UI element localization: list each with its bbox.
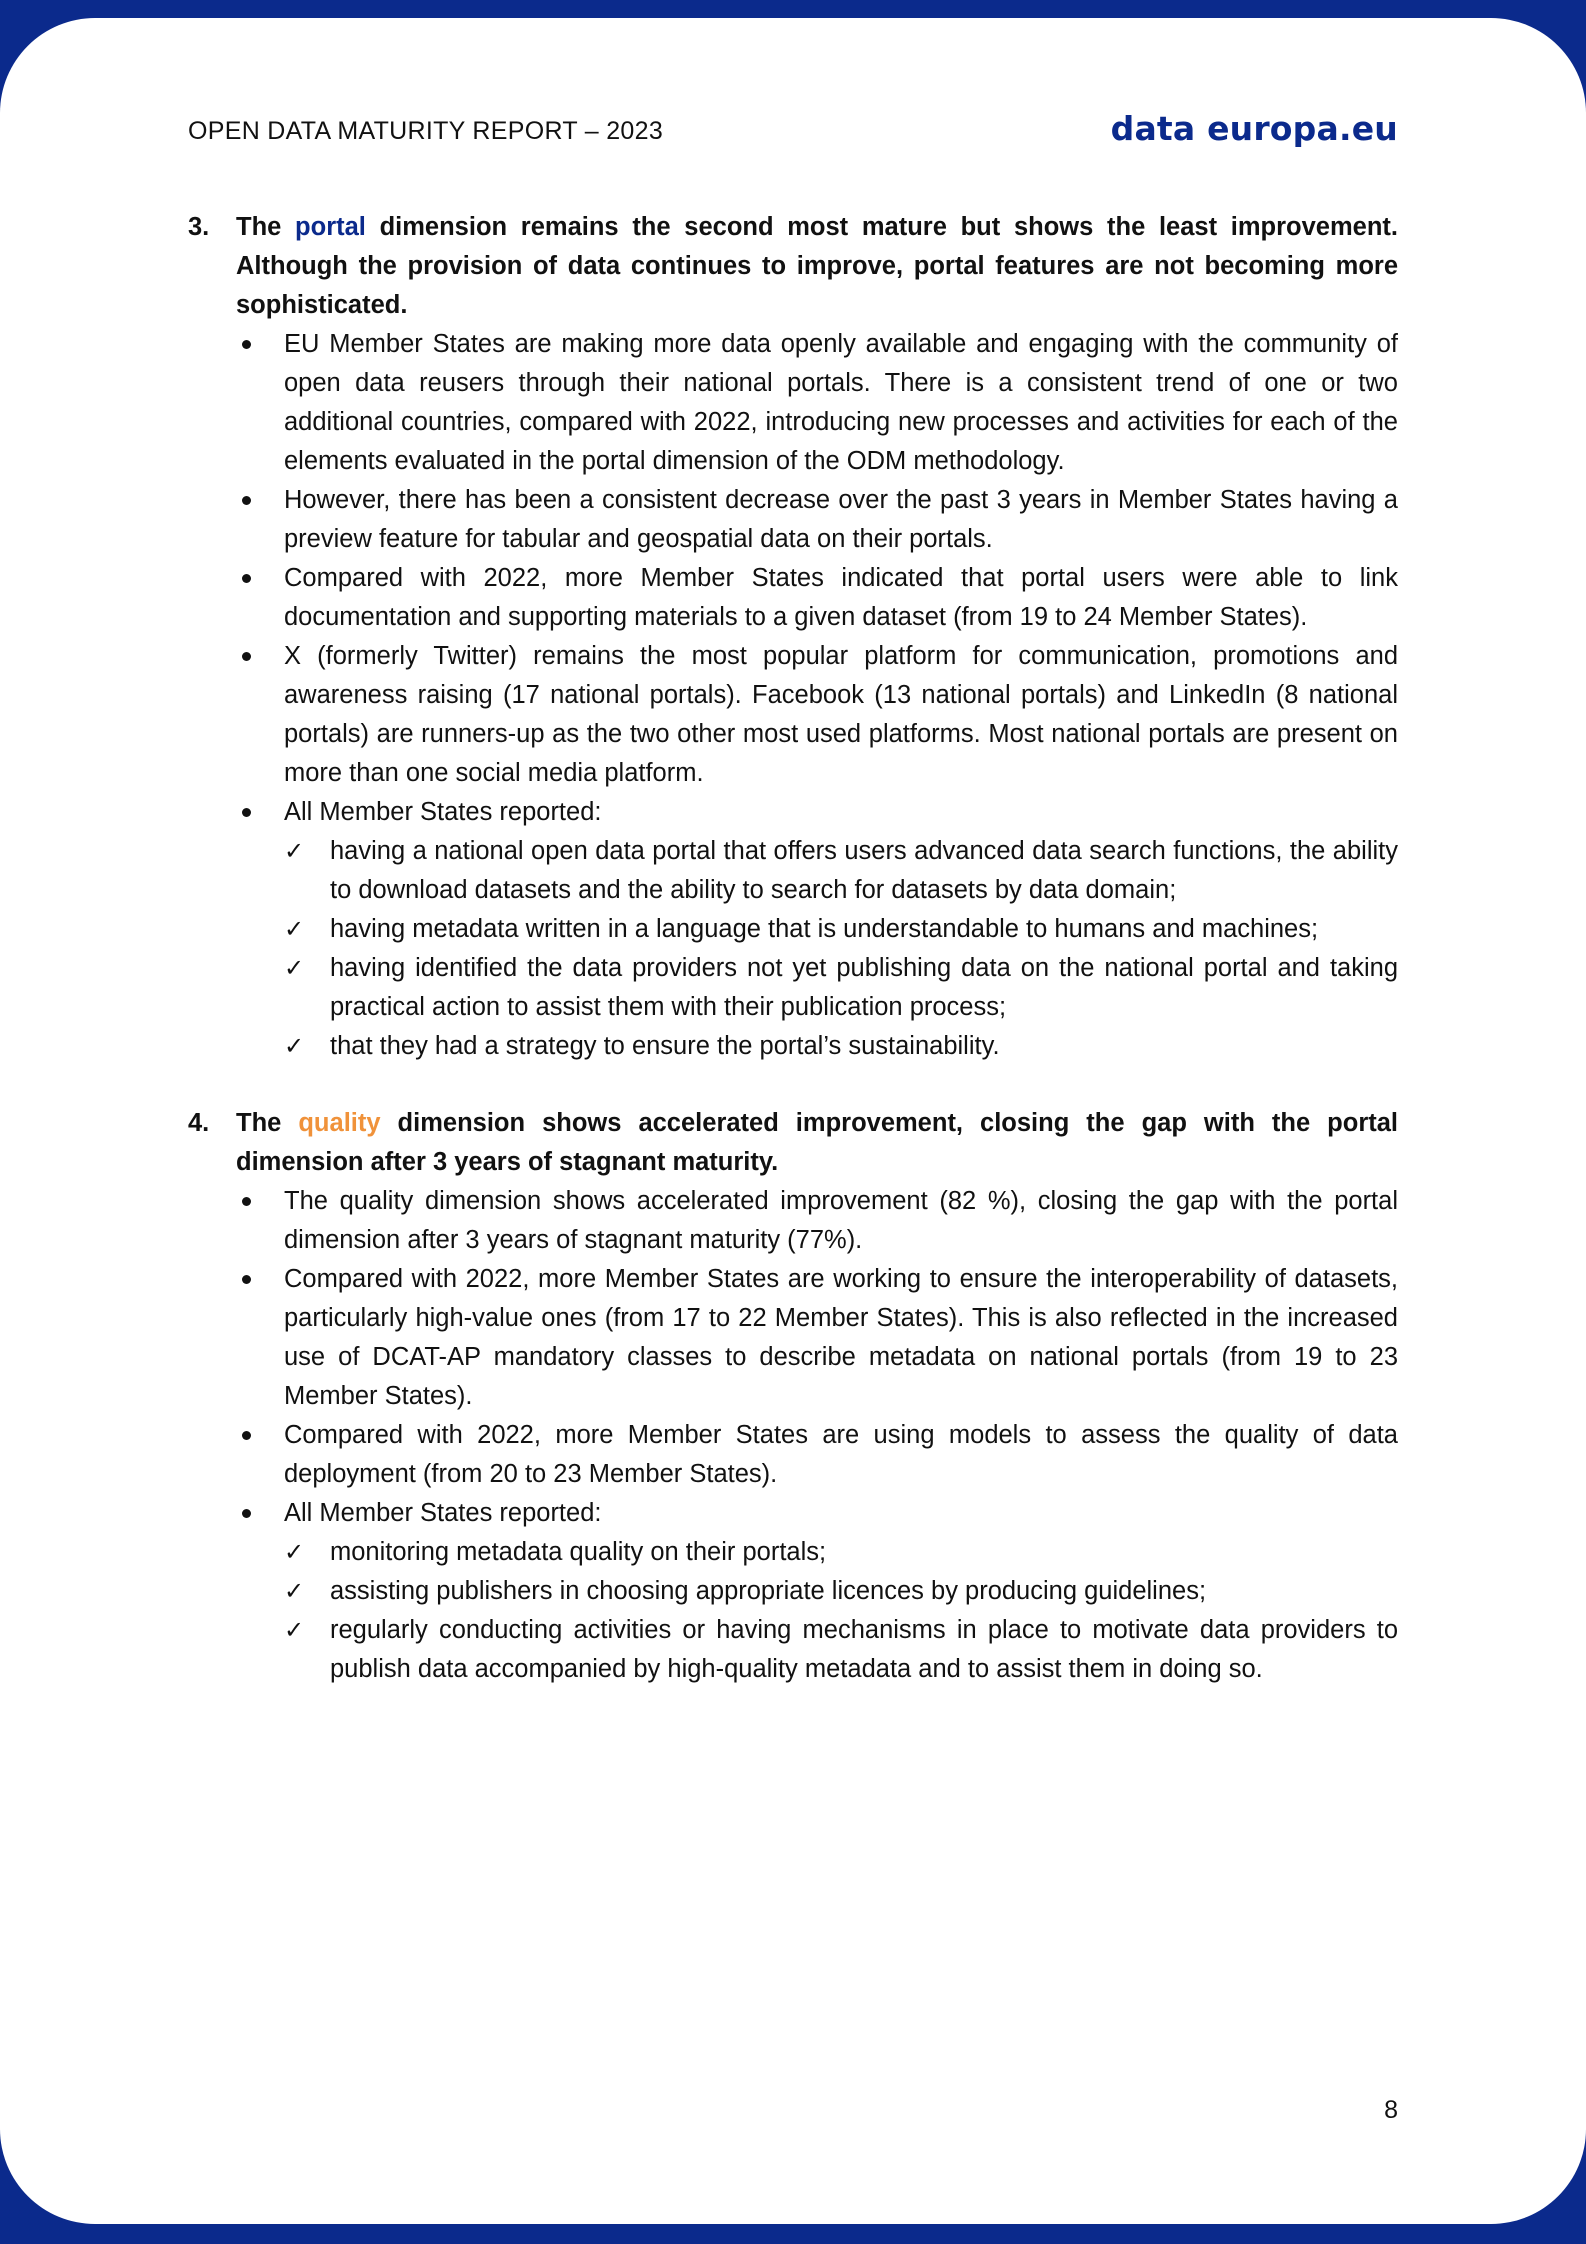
report-title: OPEN DATA MATURITY REPORT – 2023 <box>188 117 664 145</box>
bullet-item <box>236 1494 1398 1689</box>
bullet-dot-icon <box>242 1431 251 1440</box>
bullet-dot-icon <box>242 808 251 817</box>
page-number: 8 <box>1384 2096 1398 2124</box>
heading-keyword: quality <box>298 1109 381 1137</box>
decor-dot <box>22 18 33 29</box>
checkmark-item <box>284 1533 1398 1572</box>
decor-dot <box>1553 18 1564 29</box>
bullet-list <box>236 1182 1398 1689</box>
corner-decoration-bottom-right <box>1516 2154 1586 2224</box>
bullet-text: However, there has been a consistent decrease over the past 3 years in Member States having a preview feature for tabular and geospatial data on their portals. <box>284 486 1398 553</box>
heading-text: The <box>236 213 296 241</box>
bullet-dot-icon <box>242 652 251 661</box>
bullet-text: The quality dimension shows accelerated improvement (82 %), closing the gap with the portal dimension after 3 years of stagnant maturity (77%). <box>284 1187 1398 1254</box>
bullet-item <box>236 481 1398 559</box>
section-number: 3. <box>188 213 210 241</box>
bullet-dot-icon <box>242 1275 251 1284</box>
checkmark-icon: ✓ <box>284 1577 305 1605</box>
bullet-dot-icon <box>242 1197 251 1206</box>
page-header <box>188 109 1398 153</box>
section-heading <box>236 208 1398 325</box>
main-content <box>188 208 1398 1689</box>
checkmark-item <box>284 1027 1398 1066</box>
decor-dot <box>22 2213 33 2224</box>
heading-text: The <box>236 1109 299 1137</box>
checkmark-list <box>284 832 1398 1066</box>
decor-dot <box>6 24 17 35</box>
decor-dot <box>1569 24 1580 35</box>
checkmark-item <box>284 1572 1398 1611</box>
bullet-item <box>236 1260 1398 1416</box>
bullet-text: All Member States reported: <box>284 798 602 826</box>
corner-decoration-top-right <box>1516 18 1586 88</box>
checkmark-text: regularly conducting activities or having mechanisms in place to motivate data providers to publish data accompanied by high-quality metadata and to assist them in doing so. <box>330 1616 1398 1683</box>
bullet-item <box>236 637 1398 793</box>
checkmark-item <box>284 949 1398 1027</box>
decor-dot <box>0 2191 11 2202</box>
bullet-text: Compared with 2022, more Member States indicated that portal users were able to link documentation and supporting materials to a given dataset (from 19 to 24 Member States). <box>284 564 1398 631</box>
data-europa-logo: data europa.eu <box>1110 109 1398 148</box>
decor-dot <box>1553 2213 1564 2224</box>
checkmark-text: that they had a strategy to ensure the portal’s sustainability. <box>330 1032 1000 1060</box>
bullet-dot-icon <box>242 1509 251 1518</box>
checkmark-list <box>284 1533 1398 1689</box>
bullet-list <box>236 325 1398 1066</box>
bullet-item <box>236 325 1398 481</box>
section-heading <box>236 1104 1398 1182</box>
checkmark-text: having metadata written in a language that is understandable to humans and machines; <box>330 915 1319 943</box>
decor-dot <box>1575 40 1586 51</box>
checkmark-text: having a national open data portal that offers users advanced data search functions, the ability to download datasets and the ability to search for datasets by data domain; <box>330 837 1398 904</box>
decor-dot <box>1575 2191 1586 2202</box>
section-4 <box>188 1104 1398 1689</box>
checkmark-icon: ✓ <box>284 954 305 982</box>
checkmark-text: assisting publishers in choosing appropriate licences by producing guidelines; <box>330 1577 1207 1605</box>
checkmark-item <box>284 832 1398 910</box>
checkmark-text: having identified the data providers not yet publishing data on the national portal and taking practical action to assist them with their publication process; <box>330 954 1398 1021</box>
bullet-text: EU Member States are making more data openly available and engaging with the community of open data reusers through their national portals. There is a consistent trend of one or two additional countries, compared with 2022, introducing new processes and activities for each of the elements evaluated in the portal dimension of the ODM methodology. <box>284 330 1398 475</box>
bullet-text: Compared with 2022, more Member States are working to ensure the interoperability of datasets, particularly high-value ones (from 17 to 22 Member States). This is also reflected in the increased use of DCAT-AP mandatory classes to describe metadata on national portals (from 19 to 23 Member States). <box>284 1265 1398 1410</box>
checkmark-item <box>284 1611 1398 1689</box>
decor-dot <box>6 2207 17 2218</box>
bullet-item <box>236 559 1398 637</box>
heading-keyword: portal <box>295 213 366 241</box>
bullet-dot-icon <box>242 574 251 583</box>
heading-text: dimension shows accelerated improvement, closing the gap with the portal dimension after 3 years of stagnant maturity. <box>236 1109 1399 1176</box>
checkmark-icon: ✓ <box>284 837 305 865</box>
decor-dot <box>1569 2207 1580 2218</box>
bullet-item <box>236 1416 1398 1494</box>
section-number: 4. <box>188 1109 210 1137</box>
checkmark-icon: ✓ <box>284 1616 305 1644</box>
section-3 <box>188 208 1398 1066</box>
bullet-item <box>236 1182 1398 1260</box>
bullet-dot-icon <box>242 340 251 349</box>
bullet-text: X (formerly Twitter) remains the most popular platform for communication, promotions and awareness raising (17 national portals). Facebook (13 national portals) and LinkedIn (8 national portals) are runners-up as the two other most used platforms. Most national portals are present on more than one social media platform. <box>284 642 1398 787</box>
bullet-dot-icon <box>242 496 251 505</box>
checkmark-item <box>284 910 1398 949</box>
heading-text: dimension remains the second most mature but shows the least improvement. Although the provision of data continues to improve, portal features are not becoming more sophisticated. <box>236 213 1398 319</box>
checkmark-icon: ✓ <box>284 1538 305 1566</box>
checkmark-icon: ✓ <box>284 915 305 943</box>
bullet-text: Compared with 2022, more Member States are using models to assess the quality of data deployment (from 20 to 23 Member States). <box>284 1421 1398 1488</box>
checkmark-text: monitoring metadata quality on their portals; <box>330 1538 827 1566</box>
checkmark-icon: ✓ <box>284 1032 305 1060</box>
bullet-text: All Member States reported: <box>284 1499 602 1527</box>
corner-decoration-bottom-left <box>0 2154 70 2224</box>
bullet-item <box>236 793 1398 1066</box>
decor-dot <box>0 40 11 51</box>
corner-decoration-top-left <box>0 18 70 88</box>
document-page <box>0 18 1586 2224</box>
